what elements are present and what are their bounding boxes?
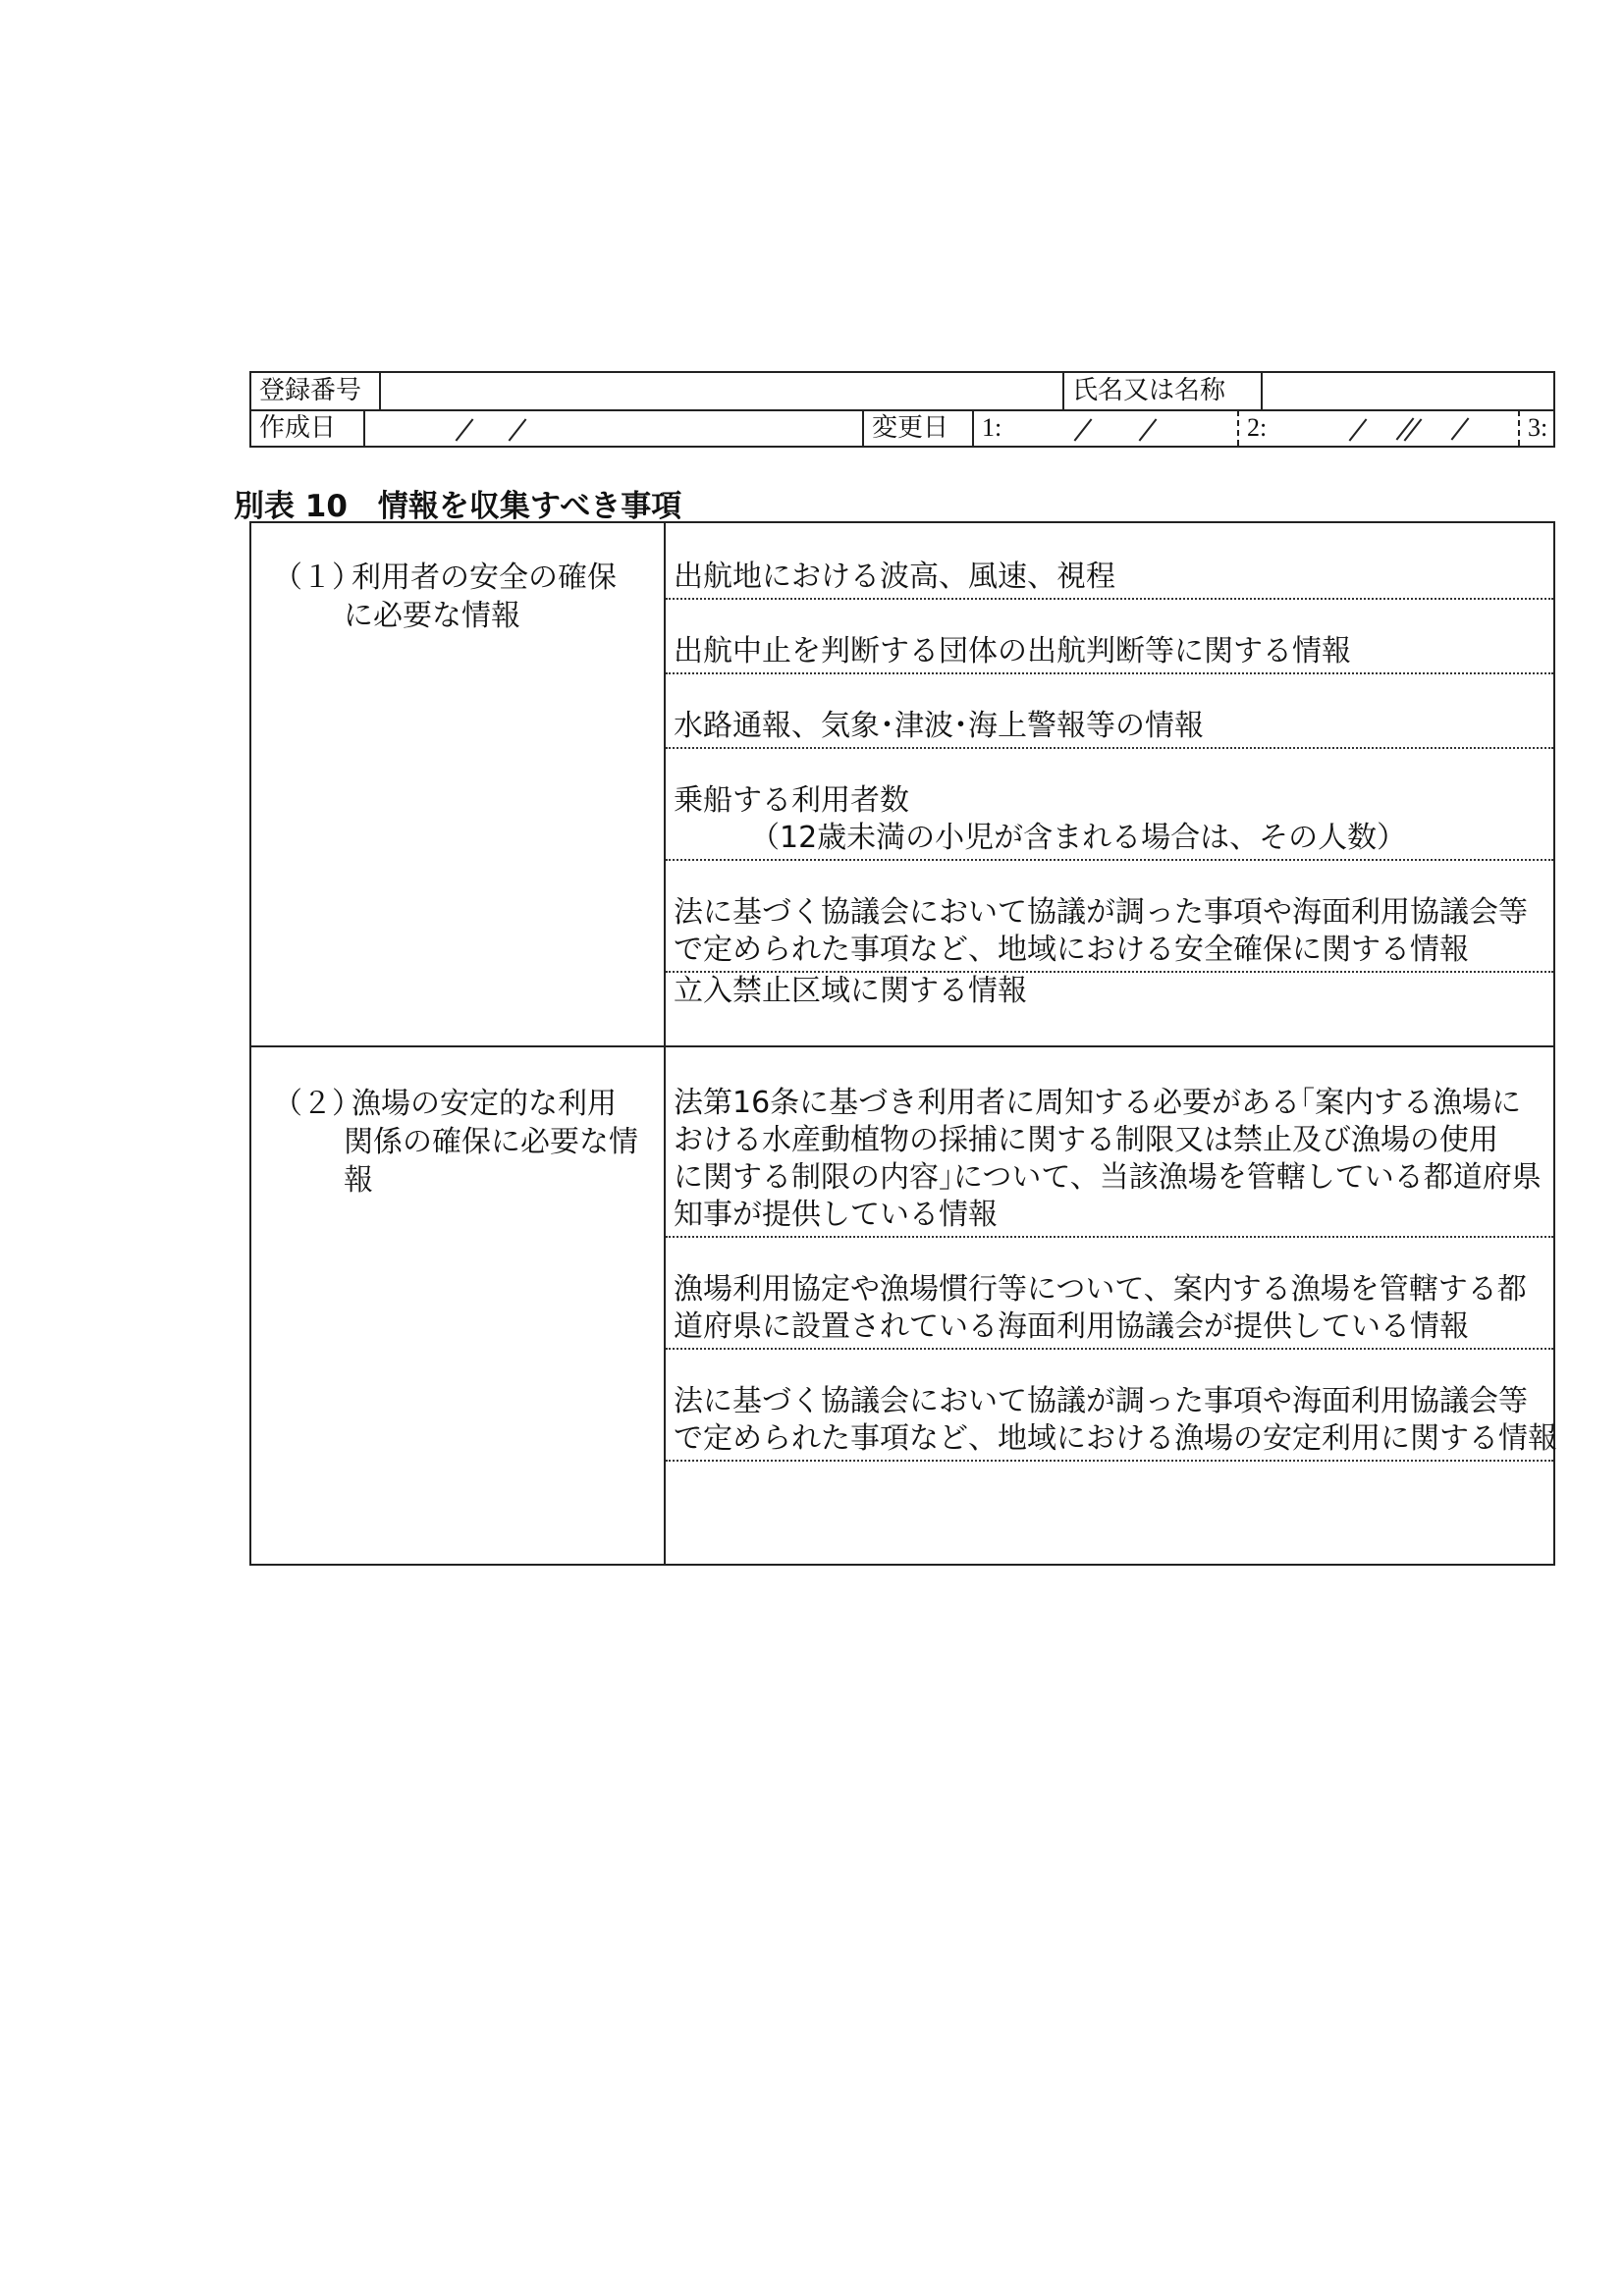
- item-text: （12歳未満の小児が含まれる場合は、その人数）: [750, 821, 1407, 855]
- item-text: 漁場利用協定や漁場慣行等について、案内する漁場を管轄する都: [674, 1272, 1527, 1307]
- date-separator-icon: [1349, 418, 1368, 441]
- item-separator: [666, 598, 1553, 600]
- list-item: [674, 708, 1557, 745]
- item-text: おける水産動植物の採捕に関する制限又は禁止及び漁場の使用: [674, 1123, 1498, 1157]
- date-separator-icon: [1139, 418, 1158, 441]
- created-date-label: 作成日: [259, 413, 337, 443]
- list-item: [674, 1085, 1557, 1234]
- name-label: 氏名又は名称: [1072, 376, 1226, 405]
- registration-header-table: [249, 371, 1555, 448]
- date-separator-icon: [1074, 418, 1093, 441]
- list-item: [674, 1271, 1557, 1346]
- item-text: 知事が提供している情報: [674, 1198, 998, 1232]
- category-title-line: に必要な情報: [344, 599, 520, 633]
- date-separator-icon: [1404, 418, 1423, 441]
- item-separator: [666, 1460, 1553, 1462]
- item-text: 法に基づく協議会において協議が調った事項や海面利用協議会等: [674, 895, 1528, 930]
- header-row-2: [251, 410, 1553, 446]
- item-text: 出航中止を判断する団体の出航判断等に関する情報: [674, 634, 1351, 668]
- change-date-2-label: 2:: [1247, 413, 1268, 442]
- item-text: 水路通報、気象･津波･海上警報等の情報: [674, 709, 1204, 743]
- registration-number-label: 登録番号: [259, 376, 362, 405]
- change-date-3-label: 3:: [1528, 413, 1548, 442]
- change-date-1-label: 1:: [982, 413, 1002, 442]
- list-item: [674, 559, 1557, 596]
- date-separator-icon: [509, 418, 527, 441]
- date-separator-icon: [456, 418, 474, 441]
- list-item: [674, 894, 1557, 969]
- item-text: で定められた事項など、地域における漁場の安定利用に関する情報: [674, 1421, 1557, 1456]
- item-text: に関する制限の内容｣について、当該漁場を管轄している都道府県: [674, 1160, 1542, 1195]
- list-item: [674, 973, 1557, 1010]
- created-date-field[interactable]: [365, 410, 862, 446]
- change-date-3-field[interactable]: [1520, 410, 1553, 446]
- item-text: 道府県に設置されている海面利用協議会が提供している情報: [674, 1309, 1469, 1344]
- item-text: 立入禁止区域に関する情報: [674, 974, 1027, 1008]
- change-date-1-field[interactable]: [974, 410, 1237, 446]
- item-separator: [666, 672, 1553, 674]
- name-field[interactable]: [1263, 373, 1553, 409]
- row-divider: [251, 1045, 1553, 1047]
- category-title-line: 関係の確保に必要な情: [344, 1125, 638, 1159]
- item-separator: [666, 1348, 1553, 1350]
- category-fishing-ground: [273, 1085, 656, 1200]
- item-text: 法に基づく協議会において協議が調った事項や海面利用協議会等: [674, 1384, 1528, 1418]
- list-item: [674, 1383, 1557, 1458]
- item-text: 法第16条に基づき利用者に周知する必要がある｢案内する漁場に: [674, 1086, 1522, 1120]
- changed-date-label: 変更日: [872, 413, 949, 443]
- category-safety: [273, 559, 656, 635]
- column-divider: [664, 523, 666, 1564]
- item-separator: [666, 859, 1553, 861]
- item-separator: [666, 1236, 1553, 1238]
- category-title-line: 漁場の安定的な利用: [352, 1087, 617, 1121]
- section-title: 別表 10 情報を収集すべき事項: [234, 489, 682, 524]
- list-item: [674, 782, 1557, 857]
- item-text: 出航地における波高、風速、視程: [674, 560, 1115, 594]
- item-separator: [666, 747, 1553, 749]
- header-row-1: [251, 373, 1553, 411]
- item-text: で定められた事項など、地域における安全確保に関する情報: [674, 933, 1469, 967]
- category-title-line: 利用者の安全の確保: [352, 561, 617, 595]
- category-number: （１）: [273, 561, 361, 595]
- information-table: [249, 521, 1555, 1566]
- category-title-line: 報: [344, 1163, 373, 1198]
- registration-number-field[interactable]: [381, 373, 1062, 409]
- category-number: （２）: [273, 1087, 361, 1121]
- change-date-2-field[interactable]: [1239, 410, 1518, 446]
- list-item: [674, 633, 1557, 670]
- item-text: 乗船する利用者数: [674, 783, 909, 818]
